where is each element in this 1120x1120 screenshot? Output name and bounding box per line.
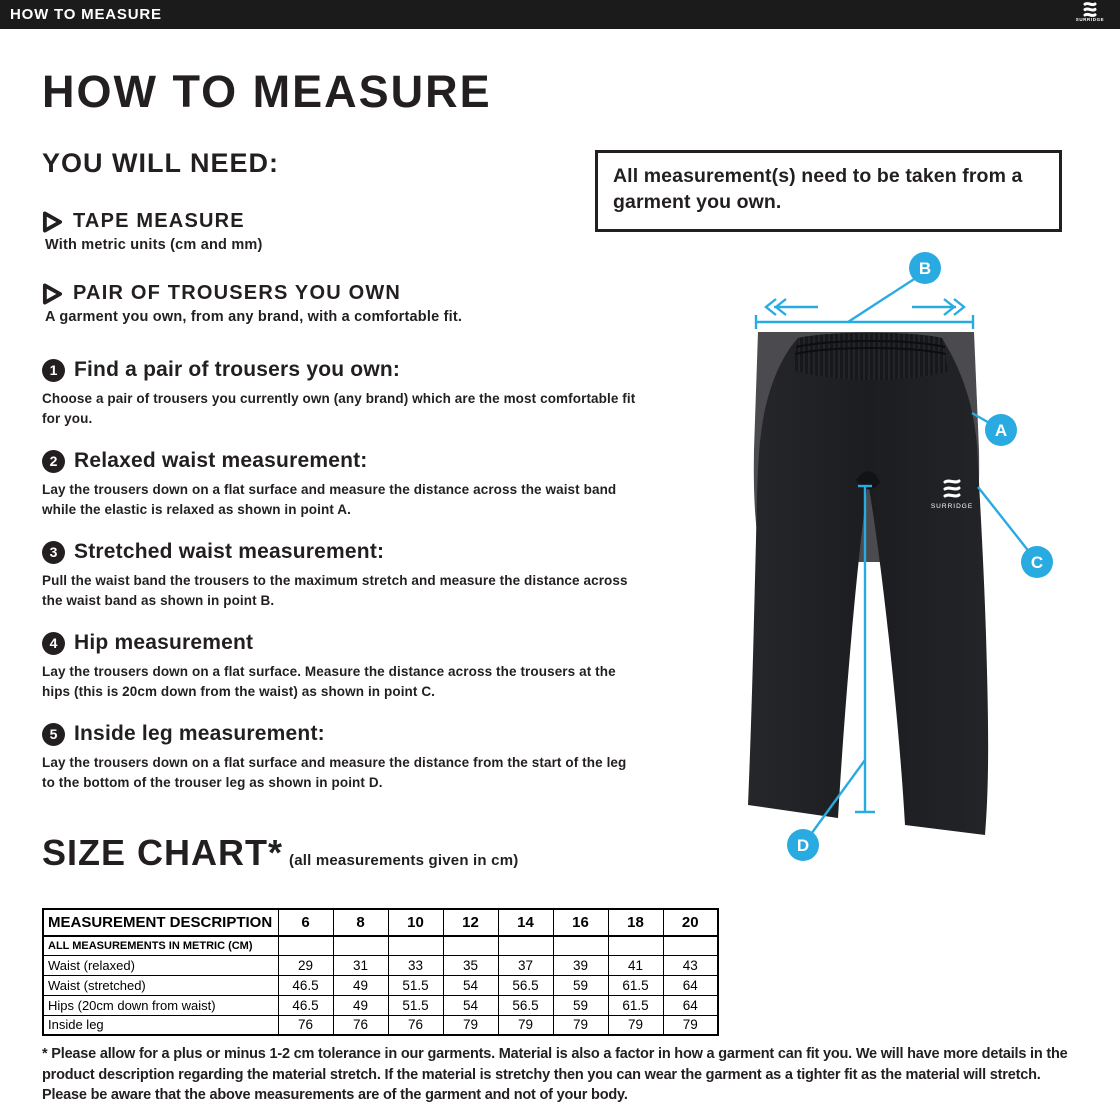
step-number-badge: 1 — [42, 359, 65, 382]
column-header: 14 — [498, 909, 553, 936]
table-row — [43, 975, 718, 995]
size-value-cell: 49 — [333, 975, 388, 995]
size-chart-heading — [42, 832, 518, 874]
size-value-cell: 33 — [388, 955, 443, 975]
size-value-cell: 61.5 — [608, 995, 663, 1015]
size-chart-table — [42, 908, 719, 1036]
surridge-brand-logo — [1070, 1, 1110, 22]
size-value-cell: 64 — [663, 975, 718, 995]
empty-cell — [663, 936, 718, 955]
row-label: Inside leg — [43, 1015, 278, 1035]
size-value-cell: 76 — [278, 1015, 333, 1035]
table-row — [43, 995, 718, 1015]
step-description: Pull the waist band the trousers to the maximum stretch and measure the distance across the waist band as shown in point B. — [42, 573, 628, 609]
step-title: Hip measurement — [74, 631, 254, 654]
you-will-need-heading: YOU WILL NEED: — [42, 148, 280, 178]
size-value-cell: 54 — [443, 975, 498, 995]
size-value-cell: 46.5 — [278, 995, 333, 1015]
column-header: 18 — [608, 909, 663, 936]
surridge-s-icon — [1082, 1, 1098, 18]
step-5 — [42, 722, 682, 794]
step-3 — [42, 540, 682, 612]
column-header: 6 — [278, 909, 333, 936]
empty-cell — [333, 936, 388, 955]
empty-cell — [443, 936, 498, 955]
size-value-cell: 79 — [443, 1015, 498, 1035]
empty-cell — [388, 936, 443, 955]
step-number-badge: 2 — [42, 450, 65, 473]
size-chart-title: SIZE CHART* — [42, 832, 284, 873]
size-value-cell: 76 — [388, 1015, 443, 1035]
size-value-cell: 41 — [608, 955, 663, 975]
need-item-description: A garment you own, from any brand, with a comfortable fit. — [45, 309, 463, 325]
need-item-description: With metric units (cm and mm) — [45, 237, 263, 253]
play-triangle-icon — [42, 211, 63, 233]
step-description: Lay the trousers down on a flat surface. Measure the distance across the trousers at the hips (this is 20cm down from the waist) as shown in point C. — [42, 664, 616, 700]
column-header: 10 — [388, 909, 443, 936]
leader-line-C — [978, 487, 1034, 558]
size-value-cell: 56.5 — [498, 975, 553, 995]
size-value-cell: 76 — [333, 1015, 388, 1035]
page-title: HOW TO MEASURE — [42, 66, 492, 117]
column-header: MEASUREMENT DESCRIPTION — [43, 909, 278, 936]
empty-cell — [608, 936, 663, 955]
row-label: Waist (relaxed) — [43, 955, 278, 975]
need-item-title: PAIR OF TROUSERS YOU OWN — [73, 282, 402, 304]
column-header: 20 — [663, 909, 718, 936]
trousers-measurement-diagram — [728, 240, 1068, 880]
step-number-badge: 5 — [42, 723, 65, 746]
size-value-cell: 29 — [278, 955, 333, 975]
need-item-title: TAPE MEASURE — [73, 210, 245, 232]
size-value-cell: 51.5 — [388, 995, 443, 1015]
step-number-badge: 3 — [42, 541, 65, 564]
empty-cell — [553, 936, 608, 955]
row-label: Hips (20cm down from waist) — [43, 995, 278, 1015]
size-value-cell: 46.5 — [278, 975, 333, 995]
empty-cell — [498, 936, 553, 955]
size-value-cell: 51.5 — [388, 975, 443, 995]
empty-cell — [278, 936, 333, 955]
step-description: Choose a pair of trousers you currently own (any brand) which are the most comfortable fit for you. — [42, 391, 636, 427]
need-item-tape-measure — [42, 210, 263, 253]
step-title: Stretched waist measurement: — [74, 540, 385, 563]
size-value-cell: 49 — [333, 995, 388, 1015]
size-value-cell: 39 — [553, 955, 608, 975]
step-2 — [42, 449, 682, 521]
column-header: 16 — [553, 909, 608, 936]
metric-note-label: ALL MEASUREMENTS IN METRIC (CM) — [43, 936, 278, 955]
step-title: Relaxed waist measurement: — [74, 449, 368, 472]
step-4 — [42, 631, 682, 703]
size-value-cell: 43 — [663, 955, 718, 975]
table-row — [43, 1015, 718, 1035]
size-value-cell: 79 — [608, 1015, 663, 1035]
step-1 — [42, 358, 682, 430]
metric-note-row — [43, 936, 718, 955]
size-value-cell: 54 — [443, 995, 498, 1015]
notice-box — [595, 150, 1062, 232]
size-value-cell: 64 — [663, 995, 718, 1015]
marker-B-label: B — [918, 259, 932, 278]
leader-line-B — [848, 272, 925, 322]
play-triangle-icon — [42, 283, 63, 305]
tolerance-footnote: * Please allow for a plus or minus 1-2 cm tolerance in our garments. Material is also a factor in how a garment can fit you. We will have more details in the product description regarding the material stretch. If the material is stretchy then you can wear the garment as a tighter fit as the material will stretch. Please be aware that the above measurements are of the garment and not of your body. — [42, 1046, 1068, 1104]
column-header: 8 — [333, 909, 388, 936]
size-value-cell: 37 — [498, 955, 553, 975]
marker-C-label: C — [1030, 553, 1044, 572]
marker-D-label: D — [796, 836, 810, 855]
size-value-cell: 59 — [553, 975, 608, 995]
trousers-front — [748, 333, 988, 835]
step-title: Inside leg measurement: — [74, 722, 325, 745]
step-description: Lay the trousers down on a flat surface and measure the distance from the start of the leg to the bottom of the trouser leg as shown in point D. — [42, 755, 627, 791]
marker-A-label: A — [994, 421, 1008, 440]
size-value-cell: 79 — [553, 1015, 608, 1035]
trousers-waistband-rib — [793, 333, 948, 380]
size-value-cell: 61.5 — [608, 975, 663, 995]
step-title: Find a pair of trousers you own: — [74, 358, 401, 381]
notice-text: All measurement(s) need to be taken from a garment you own. — [613, 165, 1023, 213]
row-label: Waist (stretched) — [43, 975, 278, 995]
step-number-badge: 4 — [42, 632, 65, 655]
table-header-row — [43, 909, 718, 936]
size-value-cell: 56.5 — [498, 995, 553, 1015]
size-value-cell: 35 — [443, 955, 498, 975]
size-value-cell: 79 — [498, 1015, 553, 1035]
step-description: Lay the trousers down on a flat surface and measure the distance across the waist band while the elastic is relaxed as shown in point A. — [42, 482, 617, 518]
size-table-body — [43, 955, 718, 1035]
size-value-cell: 79 — [663, 1015, 718, 1035]
size-value-cell: 59 — [553, 995, 608, 1015]
topbar-title: HOW TO MEASURE — [10, 6, 162, 23]
need-item-trousers — [42, 282, 462, 325]
size-value-cell: 31 — [333, 955, 388, 975]
table-row — [43, 955, 718, 975]
top-bar — [0, 0, 1120, 29]
column-header: 12 — [443, 909, 498, 936]
size-chart-subtitle: (all measurements given in cm) — [289, 852, 519, 869]
garment-logo-text: SURRIDGE — [930, 503, 974, 510]
surridge-brand-text: SURRIDGE — [1075, 17, 1105, 22]
